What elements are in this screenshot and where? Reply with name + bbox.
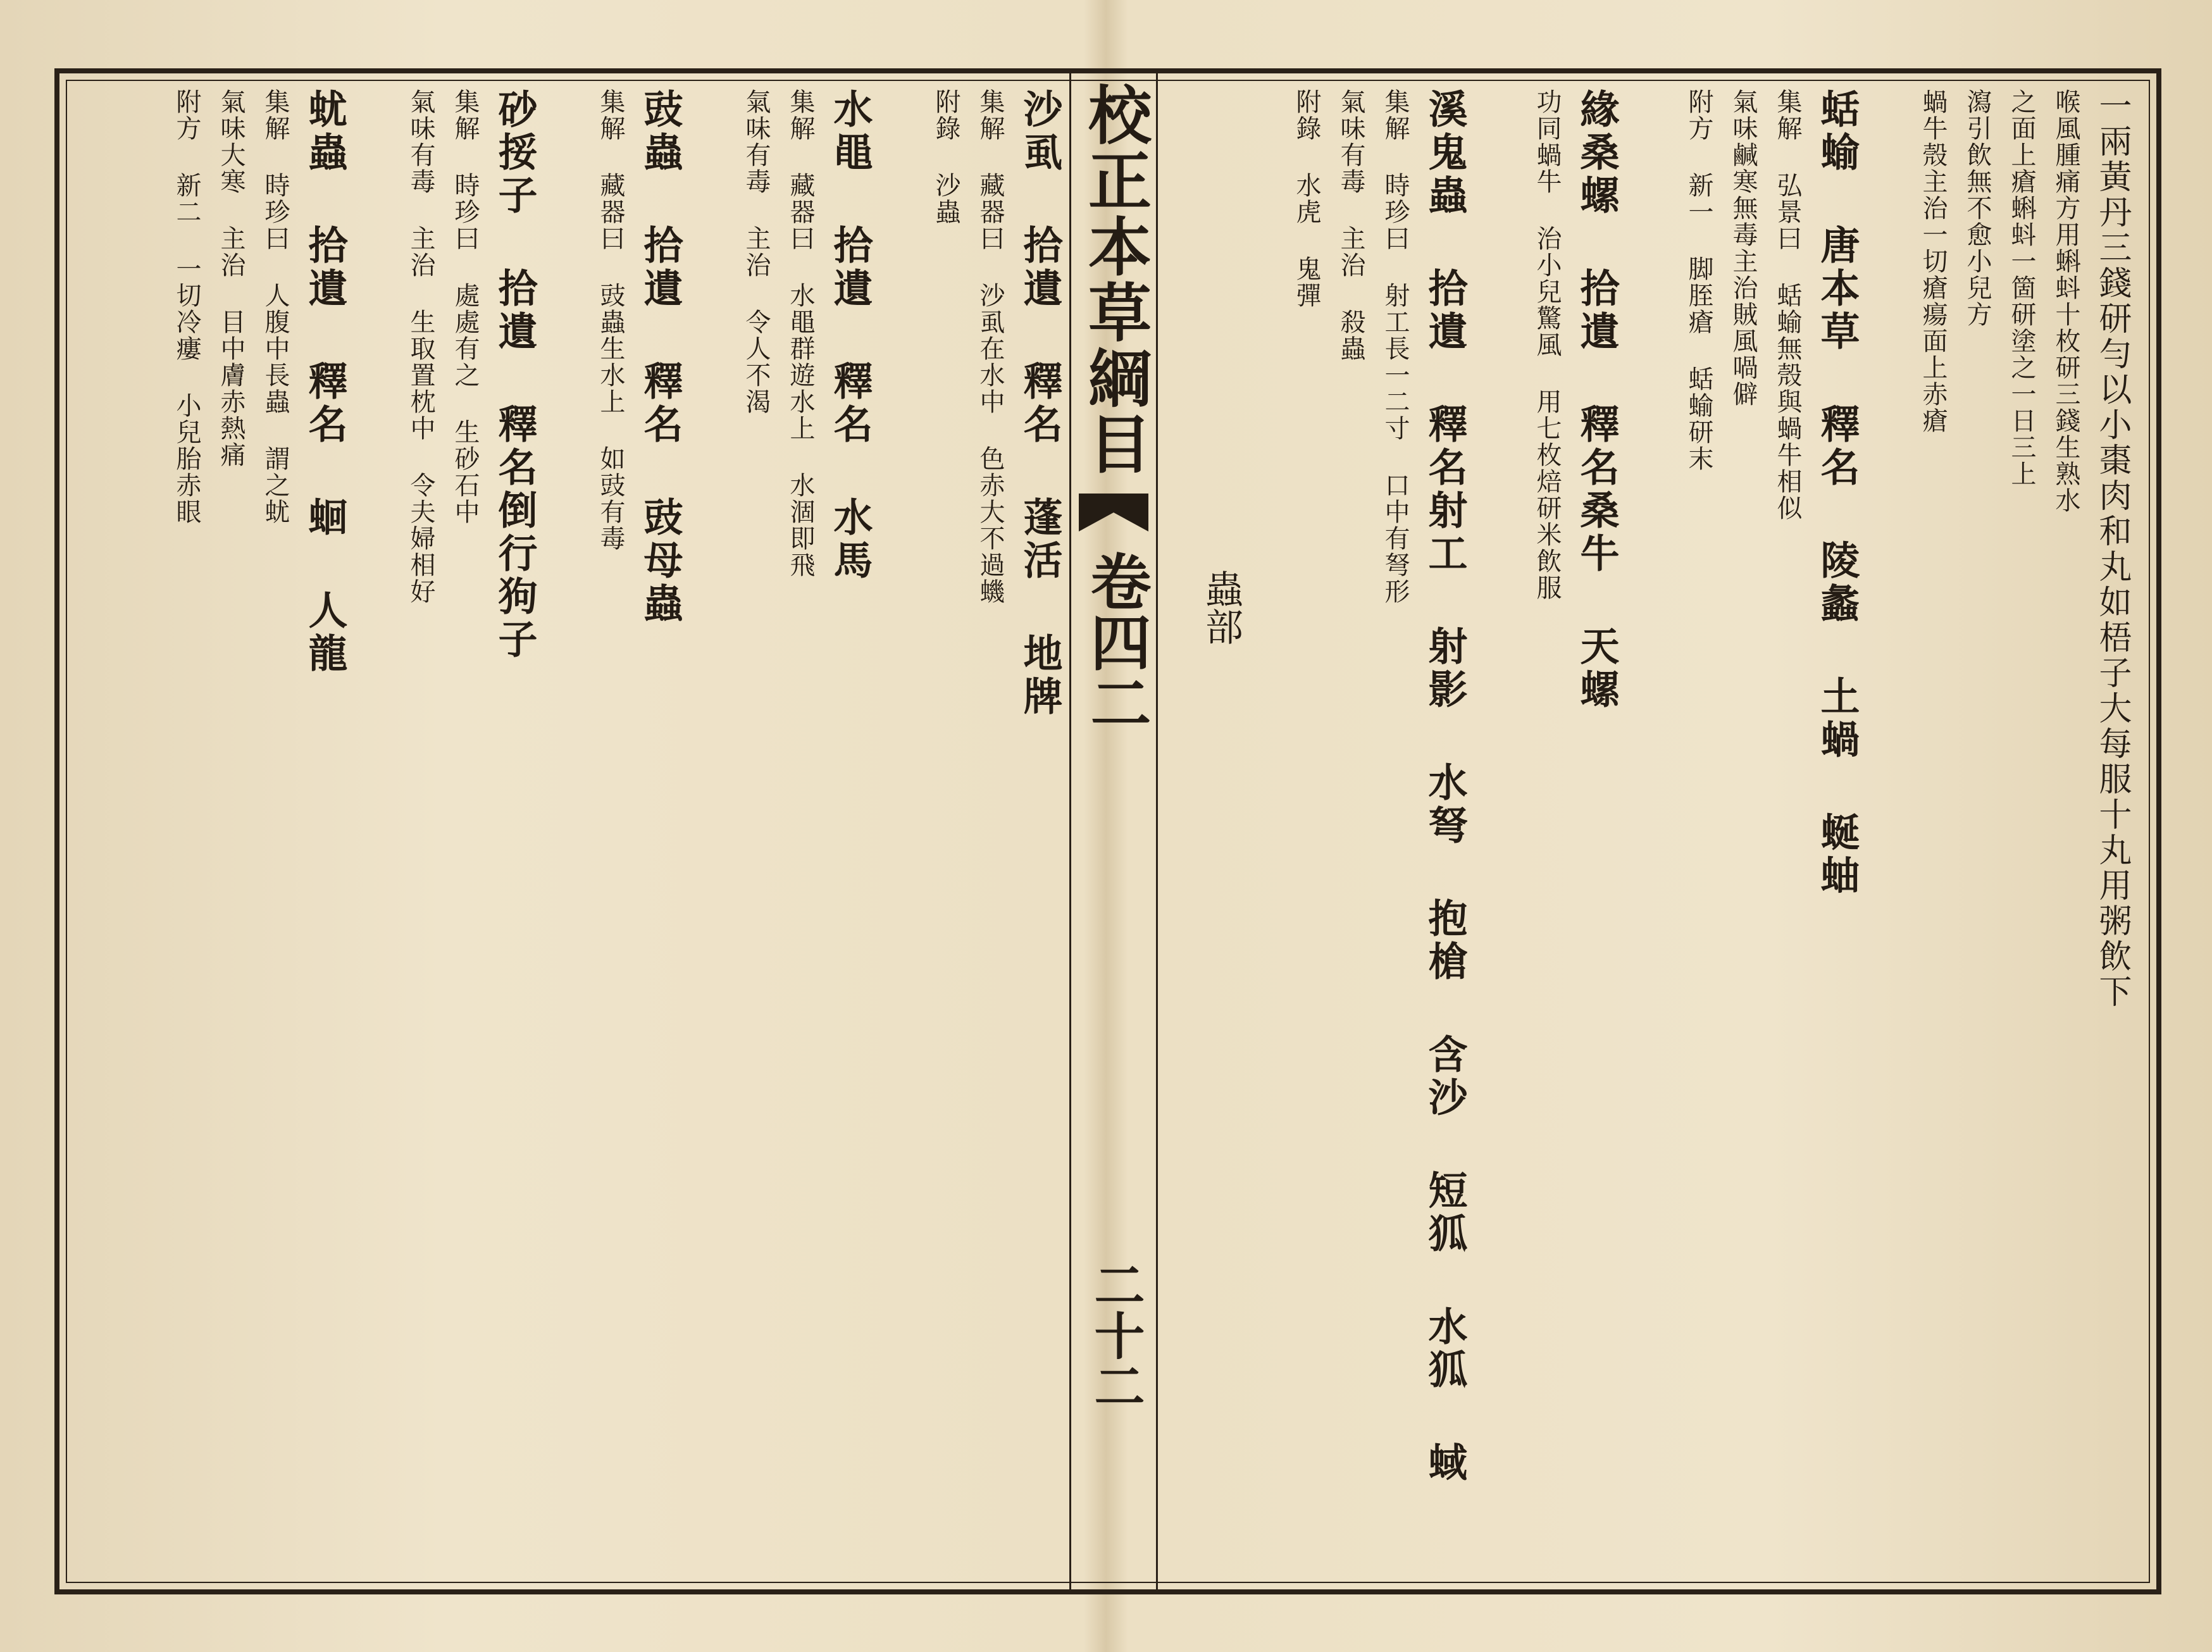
text-column: 集解 藏器曰 沙虱在水中 色赤大不過蟣 xyxy=(976,89,1005,605)
text-column: 集解 時珍曰 處處有之 生砂石中 xyxy=(450,89,480,525)
text-column: 喉風腫痛方用蝌蚪十枚研三錢生熟水 xyxy=(2051,89,2080,514)
text-column: 之面上瘡蝌蚪一箇研塗之一日三上 xyxy=(2007,89,2036,487)
text-column: 氣味有毒 主治 生取置枕中 令夫婦相好 xyxy=(406,89,435,605)
entry-heading: 蛞蝓 唐本草 釋名 陵蠡 土蝸 蜒蚰 xyxy=(1814,89,1860,898)
text-column: 氣味鹹寒無毒主治賊風喎僻 xyxy=(1729,89,1758,407)
entry-heading: 蚘蟲 拾遺 釋名 蛔 人龍 xyxy=(302,89,348,676)
center-column xyxy=(1069,70,1158,1593)
text-column: 氣味有毒 主治 殺蟲 xyxy=(1336,89,1365,362)
entry-heading: 溪鬼蟲 拾遺 釋名射工 射影 水弩 抱槍 含沙 短狐 水狐 蜮 xyxy=(1422,89,1468,1485)
text-column: 集解 時珍曰 射工長一二寸 口中有弩形 xyxy=(1381,89,1410,605)
section-label: 蟲部 xyxy=(1199,569,1243,645)
text-column: 集解 時珍曰 人腹中長蟲 謂之蚘 xyxy=(261,89,290,525)
text-column: 集解 藏器曰 豉蟲生水上 如豉有毒 xyxy=(596,89,625,552)
entry-heading: 水黽 拾遺 釋名 水馬 xyxy=(827,89,873,583)
text-column: 集解 藏器曰 水黽群遊水上 水涸即飛 xyxy=(786,89,815,578)
fishtail-mark-icon xyxy=(1079,494,1148,544)
text-column: 氣味有毒 主治 令人不渴 xyxy=(742,89,771,415)
page-number: 二十二 xyxy=(1086,1259,1145,1411)
text-column: 蝸牛殼主治一切瘡瘍面上赤瘡 xyxy=(1918,89,1948,434)
volume-label: 卷四二 xyxy=(1081,550,1152,733)
text-column: 氣味大寒 主治 目中膚赤熱痛 xyxy=(216,89,245,468)
text-column: 附方 新二 一切冷瘻 小兒胎赤眼 xyxy=(172,89,201,525)
entry-heading: 豉蟲 拾遺 釋名 豉母蟲 xyxy=(637,89,683,626)
text-column: 瀉引飲無不愈小兒方 xyxy=(1963,89,1992,328)
book-title: 校正本草綱目 xyxy=(1078,82,1152,477)
text-column: 附錄 沙蟲 xyxy=(931,89,960,225)
text-column: 集解 弘景曰 蛞蝓無殼與蝸牛相似 xyxy=(1773,89,1802,521)
text-column: 附方 新一 脚胵瘡 蛞蝓研末 xyxy=(1684,89,1713,472)
text-column: 功同蝸牛 治小兒驚風 用七枚焙研米飲服 xyxy=(1532,89,1562,601)
text-column: 一兩黃丹三錢研勻以小棗肉和丸如梧子大每服十丸用粥飲下 xyxy=(2093,89,2131,1010)
entry-heading: 沙虱 拾遺 釋名 蓬活 地牌 xyxy=(1017,89,1063,719)
entry-heading: 砂挼子 拾遺 釋名倒行狗子 xyxy=(492,89,538,662)
entry-heading: 緣桑螺 拾遺 釋名桑牛 天螺 xyxy=(1574,89,1620,712)
text-column: 附錄 水虎 鬼彈 xyxy=(1292,89,1321,309)
